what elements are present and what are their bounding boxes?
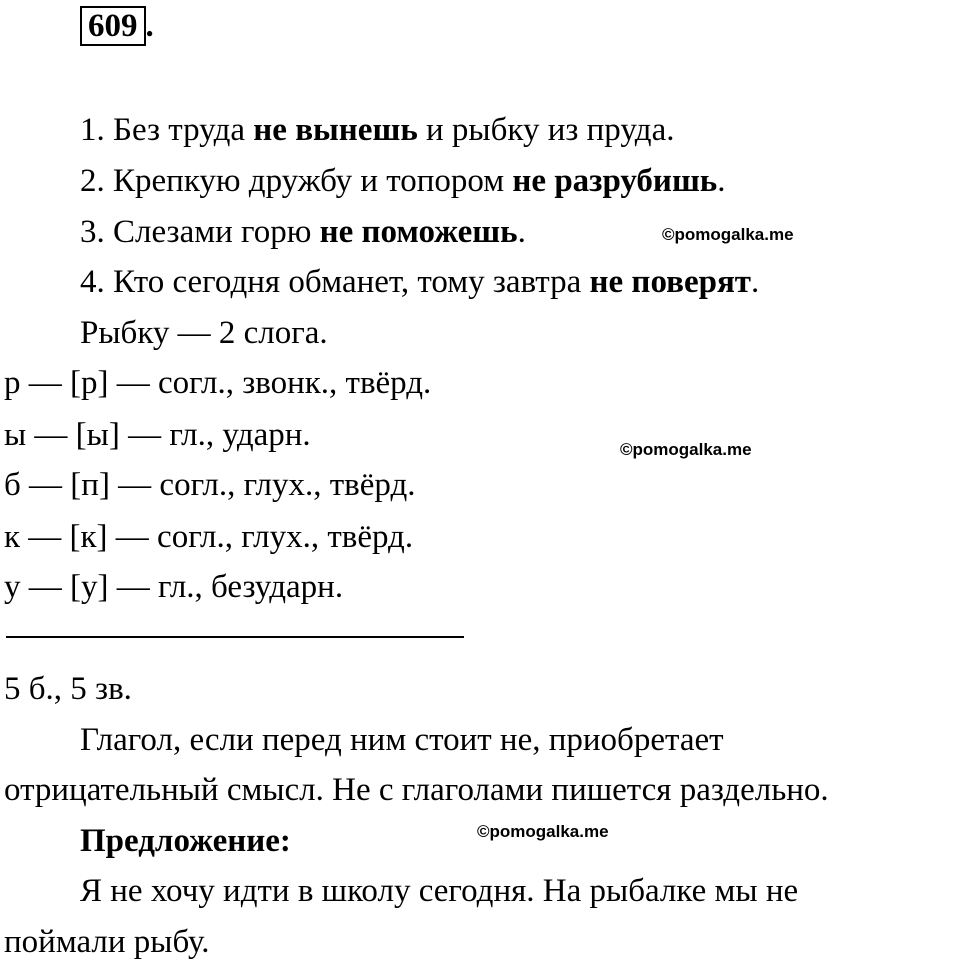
letter-row: р — [р] — согл., звонк., твёрд. (4, 365, 432, 401)
analysis-title: Рыбку — 2 слога. (80, 315, 328, 351)
exercise-number (80, 6, 154, 46)
watermark: ©pomogalka.me (662, 225, 794, 244)
letter-row: б — [п] — согл., глух., твёрд. (4, 467, 416, 503)
letter-row: ы — [ы] — гл., ударн. (4, 417, 311, 453)
sentence-line-1: Я не хочу идти в школу сегодня. На рыбалке мы не (80, 873, 799, 909)
letter-row: у — [у] — гл., безударн. (4, 569, 344, 605)
sentence-line-2: поймали рыбу. (4, 924, 210, 960)
exercise-number-box: 609 (80, 6, 146, 46)
analysis-summary: 5 б., 5 зв. (4, 671, 132, 707)
proverb-2: 2. Крепкую дружбу и топором не разрубишь. (80, 163, 726, 199)
watermark: ©pomogalka.me (477, 822, 609, 841)
letter-row: к — [к] — согл., глух., твёрд. (4, 519, 414, 555)
exercise-number-dot: . (145, 8, 154, 44)
rule-line-1: Глагол, если перед ним стоит не, приобретает (80, 722, 724, 758)
proverb-4: 4. Кто сегодня обманет, тому завтра не поверят. (80, 264, 760, 300)
rule-line-2: отрицательный смысл. Не с глаголами пишется раздельно. (4, 772, 829, 808)
proverb-3: 3. Слезами горю не поможешь. (80, 214, 526, 250)
separator-line (6, 636, 464, 638)
sentence-heading: Предложение: (80, 823, 291, 859)
watermark: ©pomogalka.me (620, 440, 752, 459)
proverb-1: 1. Без труда не вынешь и рыбку из пруда. (80, 112, 675, 148)
